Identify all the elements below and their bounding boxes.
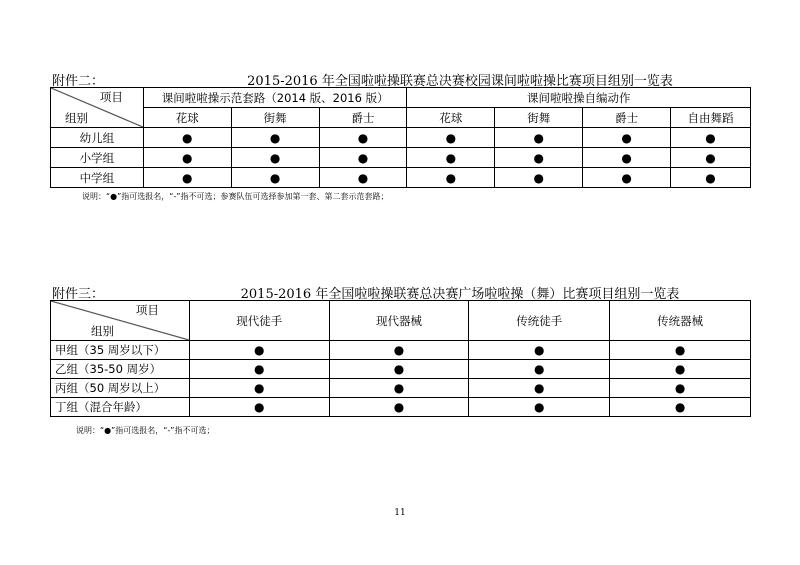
attachment3-header: 现代徒手 <box>189 301 329 341</box>
attachment2-label: 附件二： <box>52 74 105 89</box>
mark-cell: ● <box>329 398 469 417</box>
attachment3-table <box>50 300 751 417</box>
mark-cell: ● <box>319 128 407 148</box>
mark-cell: ● <box>469 341 610 360</box>
mark-cell: ● <box>231 168 319 188</box>
mark-cell: ● <box>143 148 231 168</box>
table-row <box>51 148 751 168</box>
attachment2-table <box>50 87 751 188</box>
mark-cell: ● <box>189 379 329 398</box>
table-row <box>51 128 751 148</box>
mark-cell: ● <box>469 379 610 398</box>
attachment3-title: 2015-2016 年全国啦啦操联赛总决赛广场啦啦操（舞）比赛项目组别一览表 <box>240 287 680 302</box>
mark-cell: ● <box>329 379 469 398</box>
row-label: 丙组（50 周岁以上） <box>51 379 190 398</box>
mark-cell: ● <box>610 360 751 379</box>
page-number: 11 <box>394 508 406 518</box>
table-row <box>51 360 751 379</box>
mark-cell: ● <box>495 128 583 148</box>
mark-cell: ● <box>407 168 495 188</box>
mark-cell: ● <box>329 360 469 379</box>
mark-cell: ● <box>583 128 671 148</box>
row-label: 幼儿组 <box>51 128 144 148</box>
attachment3-header: 传统器械 <box>610 301 751 341</box>
mark-cell: ● <box>583 148 671 168</box>
mark-cell: ● <box>143 128 231 148</box>
attachment2-corner-bottom: 组别 <box>65 111 88 125</box>
table-row <box>51 341 751 360</box>
mark-cell: ● <box>495 148 583 168</box>
attachment3-label: 附件三： <box>52 287 105 302</box>
attachment3-corner-top: 项目 <box>135 303 159 317</box>
row-label: 小学组 <box>51 148 144 168</box>
mark-cell: ● <box>469 398 610 417</box>
mark-cell: ● <box>319 148 407 168</box>
row-label: 甲组（35 周岁以下） <box>51 341 190 360</box>
mark-cell: ● <box>671 168 751 188</box>
attachment2-corner-top: 项目 <box>99 90 123 104</box>
mark-cell: ● <box>407 128 495 148</box>
mark-cell: ● <box>583 168 671 188</box>
row-label: 丁组（混合年龄） <box>51 398 190 417</box>
attachment2-sub-header: 花球 <box>407 108 495 128</box>
mark-cell: ● <box>495 168 583 188</box>
table-row <box>51 379 751 398</box>
mark-cell: ● <box>231 128 319 148</box>
attachment2-sub-header: 爵士 <box>319 108 407 128</box>
mark-cell: ● <box>189 360 329 379</box>
attachment2-sub-header: 爵士 <box>583 108 671 128</box>
attachment3-header: 现代器械 <box>329 301 469 341</box>
mark-cell: ● <box>610 379 751 398</box>
attachment3-corner-bottom: 组别 <box>91 324 114 338</box>
attachment3-title-row <box>52 283 748 301</box>
mark-cell: ● <box>671 148 751 168</box>
mark-cell: ● <box>329 341 469 360</box>
attachment3-header: 传统徒手 <box>469 301 610 341</box>
mark-cell: ● <box>469 360 610 379</box>
mark-cell: ● <box>671 128 751 148</box>
attachment2-title: 2015-2016 年全国啦啦操联赛总决赛校园课间啦啦操比赛项目组别一览表 <box>247 74 673 89</box>
attachment2-group-header: 课间啦啦操示范套路（2014 版、2016 版） <box>143 88 407 108</box>
attachment2-sub-header: 街舞 <box>231 108 319 128</box>
table-row <box>51 398 751 417</box>
row-label: 中学组 <box>51 168 144 188</box>
mark-cell: ● <box>189 398 329 417</box>
attachment2-sub-header: 花球 <box>143 108 231 128</box>
attachment2-note: 说明：“●”指可选报名，“-”指不可选；参赛队伍可选择参加第一套、第二套示范套路； <box>82 192 389 201</box>
mark-cell: ● <box>610 398 751 417</box>
attachment2-sub-header: 街舞 <box>495 108 583 128</box>
attachment2-title-row <box>52 70 748 88</box>
attachment2-group-header: 课间啦啦操自编动作 <box>407 88 751 108</box>
mark-cell: ● <box>407 148 495 168</box>
attachment3-corner-cell <box>51 301 190 341</box>
table-row <box>51 168 751 188</box>
attachment3-note: 说明：“●”指可选报名，“-”指不可选； <box>76 426 215 435</box>
mark-cell: ● <box>610 341 751 360</box>
row-label: 乙组（35-50 周岁） <box>51 360 190 379</box>
attachment2-sub-header: 自由舞蹈 <box>671 108 751 128</box>
attachment2-corner-cell <box>51 88 144 128</box>
mark-cell: ● <box>189 341 329 360</box>
mark-cell: ● <box>231 148 319 168</box>
mark-cell: ● <box>319 168 407 188</box>
mark-cell: ● <box>143 168 231 188</box>
